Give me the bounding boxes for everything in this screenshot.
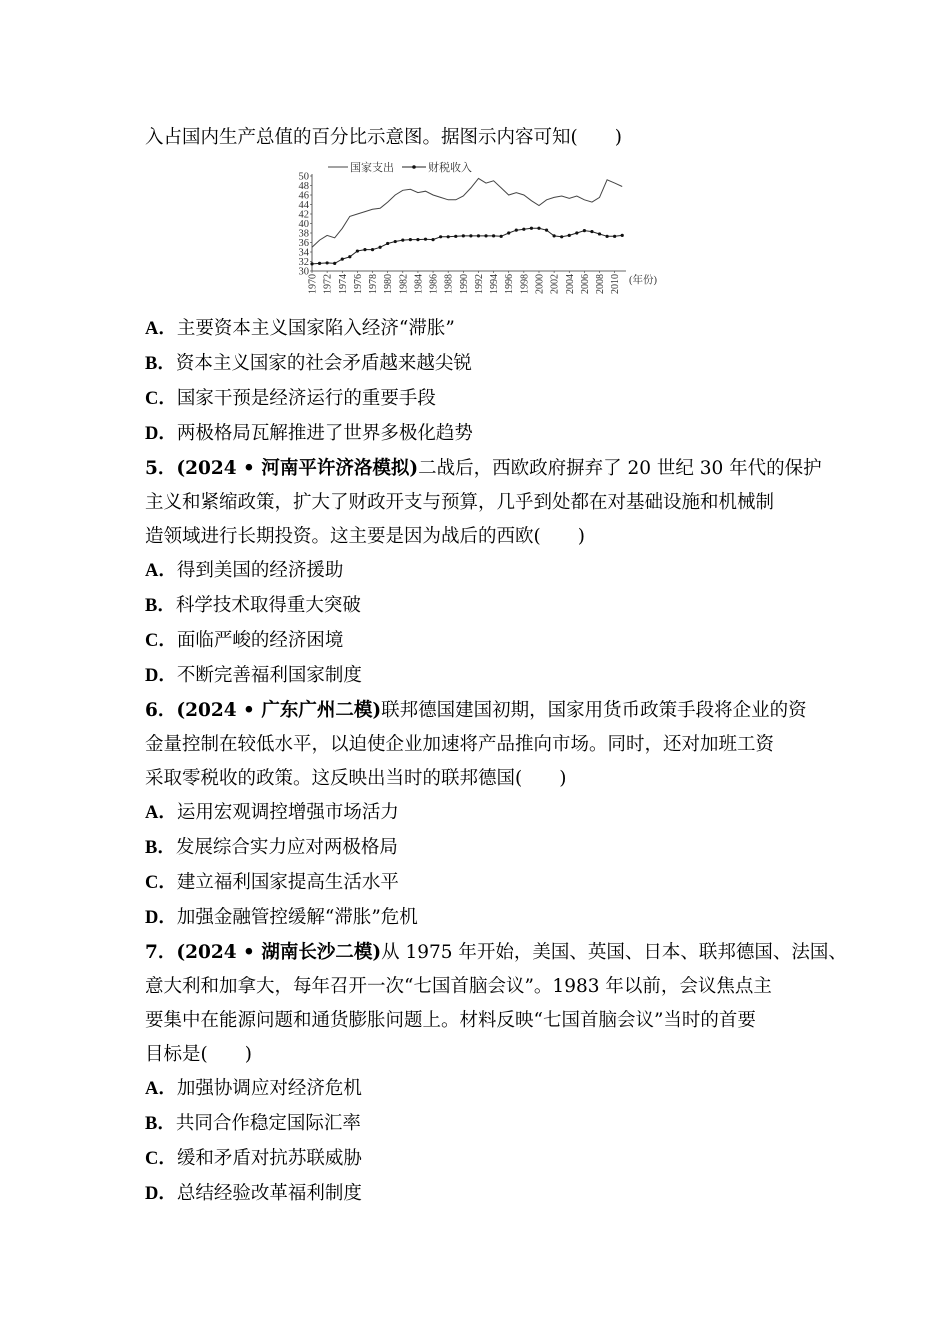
fiscal-revenue-point (409, 238, 412, 241)
q7-option-b: B．共同合作稳定国际汇率 (145, 1113, 361, 1134)
q7-option-c: C．缓和矛盾对抗苏联威胁 (145, 1148, 362, 1169)
fiscal-revenue-point (492, 234, 495, 237)
fiscal-revenue-point (522, 228, 525, 231)
fiscal-revenue-point (605, 235, 608, 238)
y-tick-label: 36 (298, 238, 309, 249)
fiscal-revenue-point (326, 261, 329, 264)
x-tick-label: 1994 (489, 274, 501, 294)
x-tick-label: 1988 (443, 274, 455, 294)
q6-option-c: C．建立福利国家提高生活水平 (145, 872, 399, 893)
y-tick-label: 38 (298, 228, 309, 240)
x-axis-label: (年份) (629, 275, 657, 286)
fiscal-revenue-point (583, 229, 586, 232)
fiscal-revenue-point (462, 234, 465, 237)
y-tick-label: 42 (298, 209, 309, 221)
fiscal-revenue-point (348, 255, 351, 258)
q5-stem-line1: 5．(2024 • 河南平许济洛模拟)二战后，西欧政府摒弃了 20 世纪 30 年代的保护 (145, 458, 822, 479)
y-tick-label: 32 (298, 257, 309, 268)
q6-stem-line1: 6．(2024 • 广东广州二模)联邦德国建国初期，国家用货币政策手段将企业的资 (145, 700, 807, 721)
q5-option-a: A．得到美国的经济援助 (145, 560, 344, 581)
fiscal-revenue-point (590, 230, 593, 233)
fiscal-revenue-point (621, 234, 624, 237)
fiscal-revenue-point (477, 234, 480, 237)
fiscal-revenue-point (515, 229, 518, 232)
fiscal-revenue-point (530, 227, 533, 230)
q5-stem-line2: 主义和紧缩政策，扩大了财政开支与预算，几乎到处都在对基础设施和机械制 (145, 492, 775, 513)
x-tick-label: 1972 (322, 274, 334, 294)
fiscal-revenue-point (416, 238, 419, 241)
fiscal-revenue-point (431, 238, 434, 241)
legend-marker-fiscal-revenue (412, 165, 416, 169)
x-tick-label: 2000 (534, 274, 546, 294)
q4-option-b: B．资本主义国家的社会矛盾越来越尖锐 (145, 353, 472, 374)
q5-source: (2024 • 河南平许济洛模拟) (176, 458, 419, 479)
x-tick-label: 1992 (473, 274, 485, 294)
x-tick-label: 2010 (610, 274, 622, 294)
legend-label-fiscal-revenue: 财税收入 (428, 162, 472, 174)
fiscal-revenue-point (537, 227, 540, 230)
y-tick-label: 30 (298, 266, 309, 278)
fiscal-revenue-point (553, 234, 556, 237)
fiscal-revenue-point (560, 235, 563, 238)
x-tick-label: 1982 (398, 274, 410, 294)
q7-stem-line4: 目标是( ) (145, 1044, 252, 1065)
y-tick-label: 34 (298, 247, 309, 259)
q6-option-b: B．发展综合实力应对两极格局 (145, 837, 398, 858)
x-tick-label: 2006 (579, 274, 591, 294)
fiscal-revenue-point (318, 262, 321, 265)
y-tick-label: 40 (298, 219, 309, 230)
fiscal-revenue-point (447, 235, 450, 238)
fiscal-revenue-point (469, 234, 472, 237)
q6-source: (2024 • 广东广州二模) (176, 700, 382, 721)
x-tick-label: 1990 (458, 274, 470, 294)
fiscal-revenue-point (545, 229, 548, 232)
fiscal-revenue-point (424, 238, 427, 241)
q5-option-c: C．面临严峻的经济困境 (145, 630, 344, 651)
q5-option-b: B．科学技术取得重大突破 (145, 595, 361, 616)
q6-stem-line2: 金量控制在较低水平，以迫使企业加速将产品推向市场。同时，还对加班工资 (145, 734, 775, 755)
x-tick-label: 1974 (337, 274, 349, 294)
y-tick-label: 50 (298, 171, 309, 183)
x-tick-label: 1978 (368, 274, 380, 294)
q7-stem-line3: 要集中在能源问题和通货膨胀问题上。材料反映“七国首脑会议”当时的首要 (145, 1010, 756, 1031)
fiscal-revenue-point (575, 231, 578, 234)
x-tick-label: 1976 (352, 274, 364, 294)
x-tick-label: 1998 (519, 274, 531, 294)
y-tick-label: 46 (298, 190, 309, 202)
fiscal-revenue-point (341, 258, 344, 261)
question-4-stem: 入占国内生产总值的百分比示意图。据图示内容可知( ) (145, 127, 622, 148)
x-tick-label: 2008 (595, 274, 607, 294)
x-tick-label: 1980 (383, 274, 395, 294)
q7-option-a: A．加强协调应对经济危机 (145, 1078, 362, 1099)
fiscal-revenue-point (613, 235, 616, 238)
fiscal-revenue-point (454, 235, 457, 238)
y-tick-label: 48 (298, 181, 309, 192)
fiscal-revenue-point (356, 249, 359, 252)
spending-revenue-line-chart (290, 158, 670, 306)
y-tick-label: 44 (298, 200, 309, 211)
q4-option-a: A．主要资本主义国家陷入经济“滞胀” (145, 318, 455, 339)
q6-option-a: A．运用宏观调控增强市场活力 (145, 802, 399, 823)
fiscal-revenue-point (598, 232, 601, 235)
fiscal-revenue-point (484, 234, 487, 237)
x-tick-label: 2002 (549, 274, 561, 294)
q7-stem-line1: 7．(2024 • 湖南长沙二模)从 1975 年开始，美国、英国、日本、联邦德国、法国、 (145, 942, 847, 963)
fiscal-revenue-point (500, 235, 503, 238)
q6-option-d: D．加强金融管控缓解“滞胀”危机 (145, 907, 418, 928)
fiscal-revenue-point (507, 231, 510, 234)
fiscal-revenue-point (386, 242, 389, 245)
series-line-national-expenditure (312, 178, 622, 247)
x-tick-label: 1996 (504, 274, 516, 294)
legend-label-national-expenditure: 国家支出 (350, 162, 394, 174)
fiscal-revenue-point (394, 240, 397, 243)
q4-option-c: C．国家干预是经济运行的重要手段 (145, 388, 436, 409)
q5-option-d: D．不断完善福利国家制度 (145, 665, 362, 686)
q4-option-d: D．两极格局瓦解推进了世界多极化趋势 (145, 423, 473, 444)
q7-stem-line2: 意大利和加拿大，每年召开一次“七国首脑会议”。1983 年以前，会议焦点主 (145, 976, 772, 997)
fiscal-revenue-point (568, 234, 571, 237)
fiscal-revenue-point (310, 262, 313, 265)
x-tick-label: 1984 (413, 274, 425, 294)
fiscal-revenue-point (371, 248, 374, 251)
fiscal-revenue-point (439, 235, 442, 238)
q6-stem-line3: 采取零税收的政策。这反映出当时的联邦德国( ) (145, 768, 567, 789)
fiscal-revenue-point (378, 246, 381, 249)
q7-source: (2024 • 湖南长沙二模) (176, 942, 382, 963)
fiscal-revenue-point (333, 262, 336, 265)
q7-option-d: D．总结经验改革福利制度 (145, 1183, 362, 1204)
fiscal-revenue-point (363, 248, 366, 251)
fiscal-revenue-point (401, 239, 404, 242)
x-tick-label: 1970 (307, 274, 319, 294)
x-tick-label: 1986 (428, 274, 440, 294)
x-tick-label: 2004 (564, 274, 576, 294)
q5-stem-line3: 造领域进行长期投资。这主要是因为战后的西欧( ) (145, 526, 585, 547)
